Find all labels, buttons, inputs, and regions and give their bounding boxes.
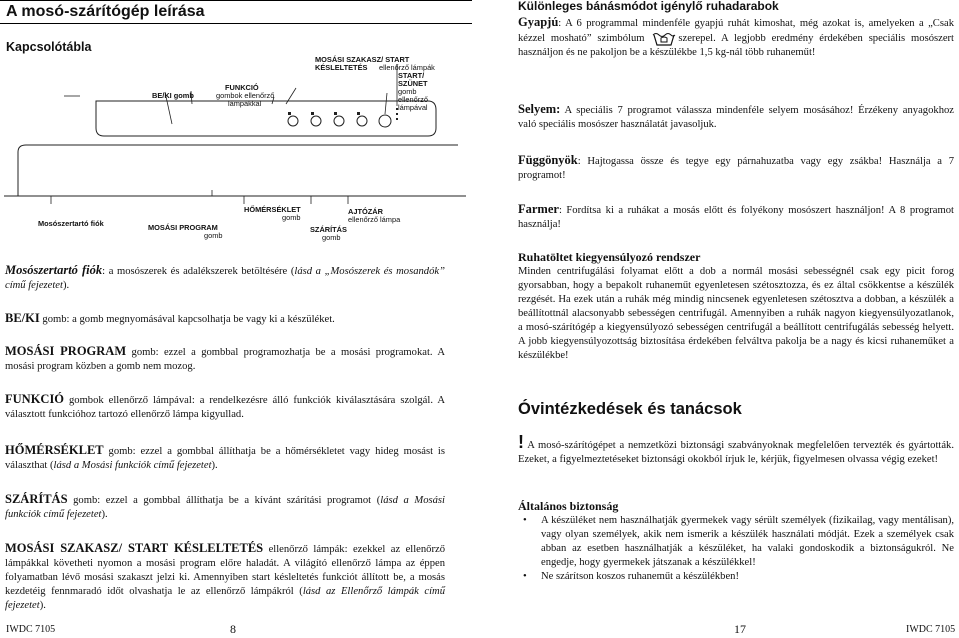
function-lamp-2 (311, 112, 314, 115)
page-title: A mosó-szárítógép leírása (6, 3, 205, 20)
list-item: • Ne szárítson koszos ruhaneműt a készülékben! (518, 570, 954, 584)
right-page (513, 0, 959, 638)
label-phase-3: ellenőrző lámpák (379, 63, 435, 72)
para-precautions: ! A mosó-szárítógépet a nemzetközi biztonsági szabványoknak megfelelően tervezték és gyártották. Ezeket, a figyelmeztetéseket biztonsági okokból írjuk le, kérjük, figyelmesen olvassa végig ezeket! (518, 432, 954, 465)
para-function: FUNKCIÓ gombok ellenőrző lámpával: a rendelkezésre álló funkciók kiválasztására szolgál. A választott funkcióhoz tartozó ellenőrző lámpa kigyullad. (5, 392, 445, 420)
safety-list (518, 514, 954, 584)
para-drying: SZÁRÍTÁS gomb: ezzel a gombbal állíthatja be a kívánt szárítási programot (lásd a Mosási funkciók című fejezetet). (5, 492, 445, 520)
warning-mark-icon: ! (518, 432, 524, 452)
para-detergent-drawer: Mosószertartó fiók: a mosószerek és adalékszerek betöltésére (lásd a „Mosószerek és mosandók” című fejezetet). (5, 263, 445, 291)
label-function-2: gombok ellenőrző (216, 91, 275, 100)
handwash-icon (652, 31, 676, 46)
label-program-1: MOSÁSI PROGRAM (148, 223, 218, 232)
footer-model-left: IWDC 7105 (6, 624, 56, 635)
label-start-1: START/ (398, 71, 425, 80)
label-start-5: lámpával (398, 103, 428, 112)
label-program-2: gomb (204, 231, 223, 240)
function-button-1 (288, 116, 298, 126)
para-balance: Minden centrifugálási folyamat előtt a dob a normál mosási sebességnél csak egy picit forog gyorsabban, hogy a bepakolt ruhaneműt egyenletesen szétosztozza, és ez által csökkentse a készülék rezgését. Ha ezek után a ruhák még mindig nincsenek egyenletesen szétosztva a dobban, a készülék a beállítottnál alacsonyabb sebességen centrifugál. Amennyiben a ruhák nagyon kiegyensúlyozatlanok, a mosó-szárítógép a kiegyensúlyozó sebességen centrifugál a beállított centrifugálás sebesség helyett. A jobb kiegyensúlyozottság biztosítása érdekében felváltva pakolja be a nagy és kicsi ruhaneműket a készülékbe! (518, 266, 954, 361)
safety-title: Általános biztonság (518, 499, 619, 513)
label-function-3: lámpákkal (228, 99, 262, 108)
label-start-2: SZÜNET (398, 79, 428, 88)
function-button-4 (357, 116, 367, 126)
label-detergent: Mosószertartó fiók (38, 219, 104, 228)
para-wool: Gyapjú: A 6 programmal mindenféle gyapjú ruhát kimoshat, még azokat is, amelyeken a „Csak kézzel mosható” szimbólum szerepel. A legjobb eredmény érdekében speciális mosószert használjon és ne pakoljon be a készülékbe 1,5 kg-nál több ruhaneműt! (518, 15, 955, 58)
para-temperature: HŐMÉRSÉKLET gomb: ezzel a gombbal állíthatja be a hőmérsékletet vagy hideg mosást is választhat (lásd a Mosási funkciók című fejezetet). (5, 443, 445, 471)
function-lamp-4 (357, 112, 360, 115)
balance-title: Ruhatöltet kiegyensúlyozó rendszer (518, 250, 701, 264)
label-door-1: AJTÓZÁR (348, 207, 383, 216)
para-phase-delay: MOSÁSI SZAKASZ/ START KÉSLELTETÉS ellenőrző lámpák: ezekkel az ellenőrző lámpákkal követheti nyomon a mosási program előre haladát. A világító ellenőrző lámpa az éppen folyamatban lévő mosási szakaszt jelzi ki. Amennyiben start késleltetés funkciót állított be, a mosás kezdetéig fennmaradó időt olvashatja le az ellenőrző lámpákról (lásd az Ellenőrző lámpák című fejezetet). (5, 541, 445, 611)
para-silk: Selyem: A speciális 7 programot válassza mindenféle selyem mosásához! Érzékeny anyagokhoz való speciális mosószer használatát javasoljuk. (518, 102, 954, 130)
label-phase-2: KÉSLELTETÉS (315, 63, 368, 72)
label-start-3: gomb (398, 87, 417, 96)
label-on-off: BE/KI gomb (152, 91, 194, 100)
function-button-3 (334, 116, 344, 126)
label-temp-1: HŐMÉRSÉKLET (244, 205, 301, 214)
special-care-title: Különleges bánásmódot igénylő ruhadarabok (518, 0, 779, 13)
list-item: • A készüléket nem használhatják gyermekek vagy sérült személyek (fizikailag, vagy mentálisan), vagy olyan személyek, akik nem ismerik a készülék használati módját. Ezek a személyek csak abban az esetben használhatják a készüléket, ha valaki gondoskodik a biztonságukról. Ne engedje, hogy gyermekek játszanak a készülékkel! (518, 514, 954, 570)
left-page (0, 0, 472, 638)
title-bar (0, 0, 472, 24)
start-pause-button (379, 115, 391, 127)
label-start-4: ellenőrző (398, 95, 428, 104)
control-panel-diagram (4, 44, 466, 242)
label-door-2: ellenőrző lámpa (348, 215, 401, 224)
label-dry-2: gomb (322, 233, 341, 242)
function-lamp-3 (334, 112, 337, 115)
footer-page-left: 8 (230, 622, 236, 636)
label-phase-1: MOSÁSI SZAKASZ/ START (315, 55, 410, 64)
label-temp-2: gomb (282, 213, 301, 222)
function-lamp-1 (288, 112, 291, 115)
label-function-1: FUNKCIÓ (225, 83, 259, 92)
para-jeans: Farmer: Fordítsa ki a ruhákat a mosás előtt és folyékony mosószert használjon! A 8 programot használja! (518, 202, 954, 230)
para-on-off: BE/KI gomb: a gomb megnyomásával kapcsolhatja be vagy ki a készüléket. (5, 311, 335, 325)
label-dry-1: SZÁRÍTÁS (310, 225, 347, 234)
precautions-title: Óvintézkedések és tanácsok (518, 400, 742, 418)
para-program: MOSÁSI PROGRAM gomb: ezzel a gombbal programozhatja be a mosási programokat. A mosási program közben a gomb nem mozog. (5, 344, 445, 372)
footer-model-right: IWDC 7105 (906, 624, 956, 635)
section-label: Kapcsolótábla (6, 40, 92, 54)
footer-page-right: 17 (734, 622, 746, 636)
function-button-2 (311, 116, 321, 126)
para-curtains: Függönyök: Hajtogassa össze és tegye egy párnahuzatba vagy egy zsákba! Használja a 7 programot! (518, 153, 954, 181)
